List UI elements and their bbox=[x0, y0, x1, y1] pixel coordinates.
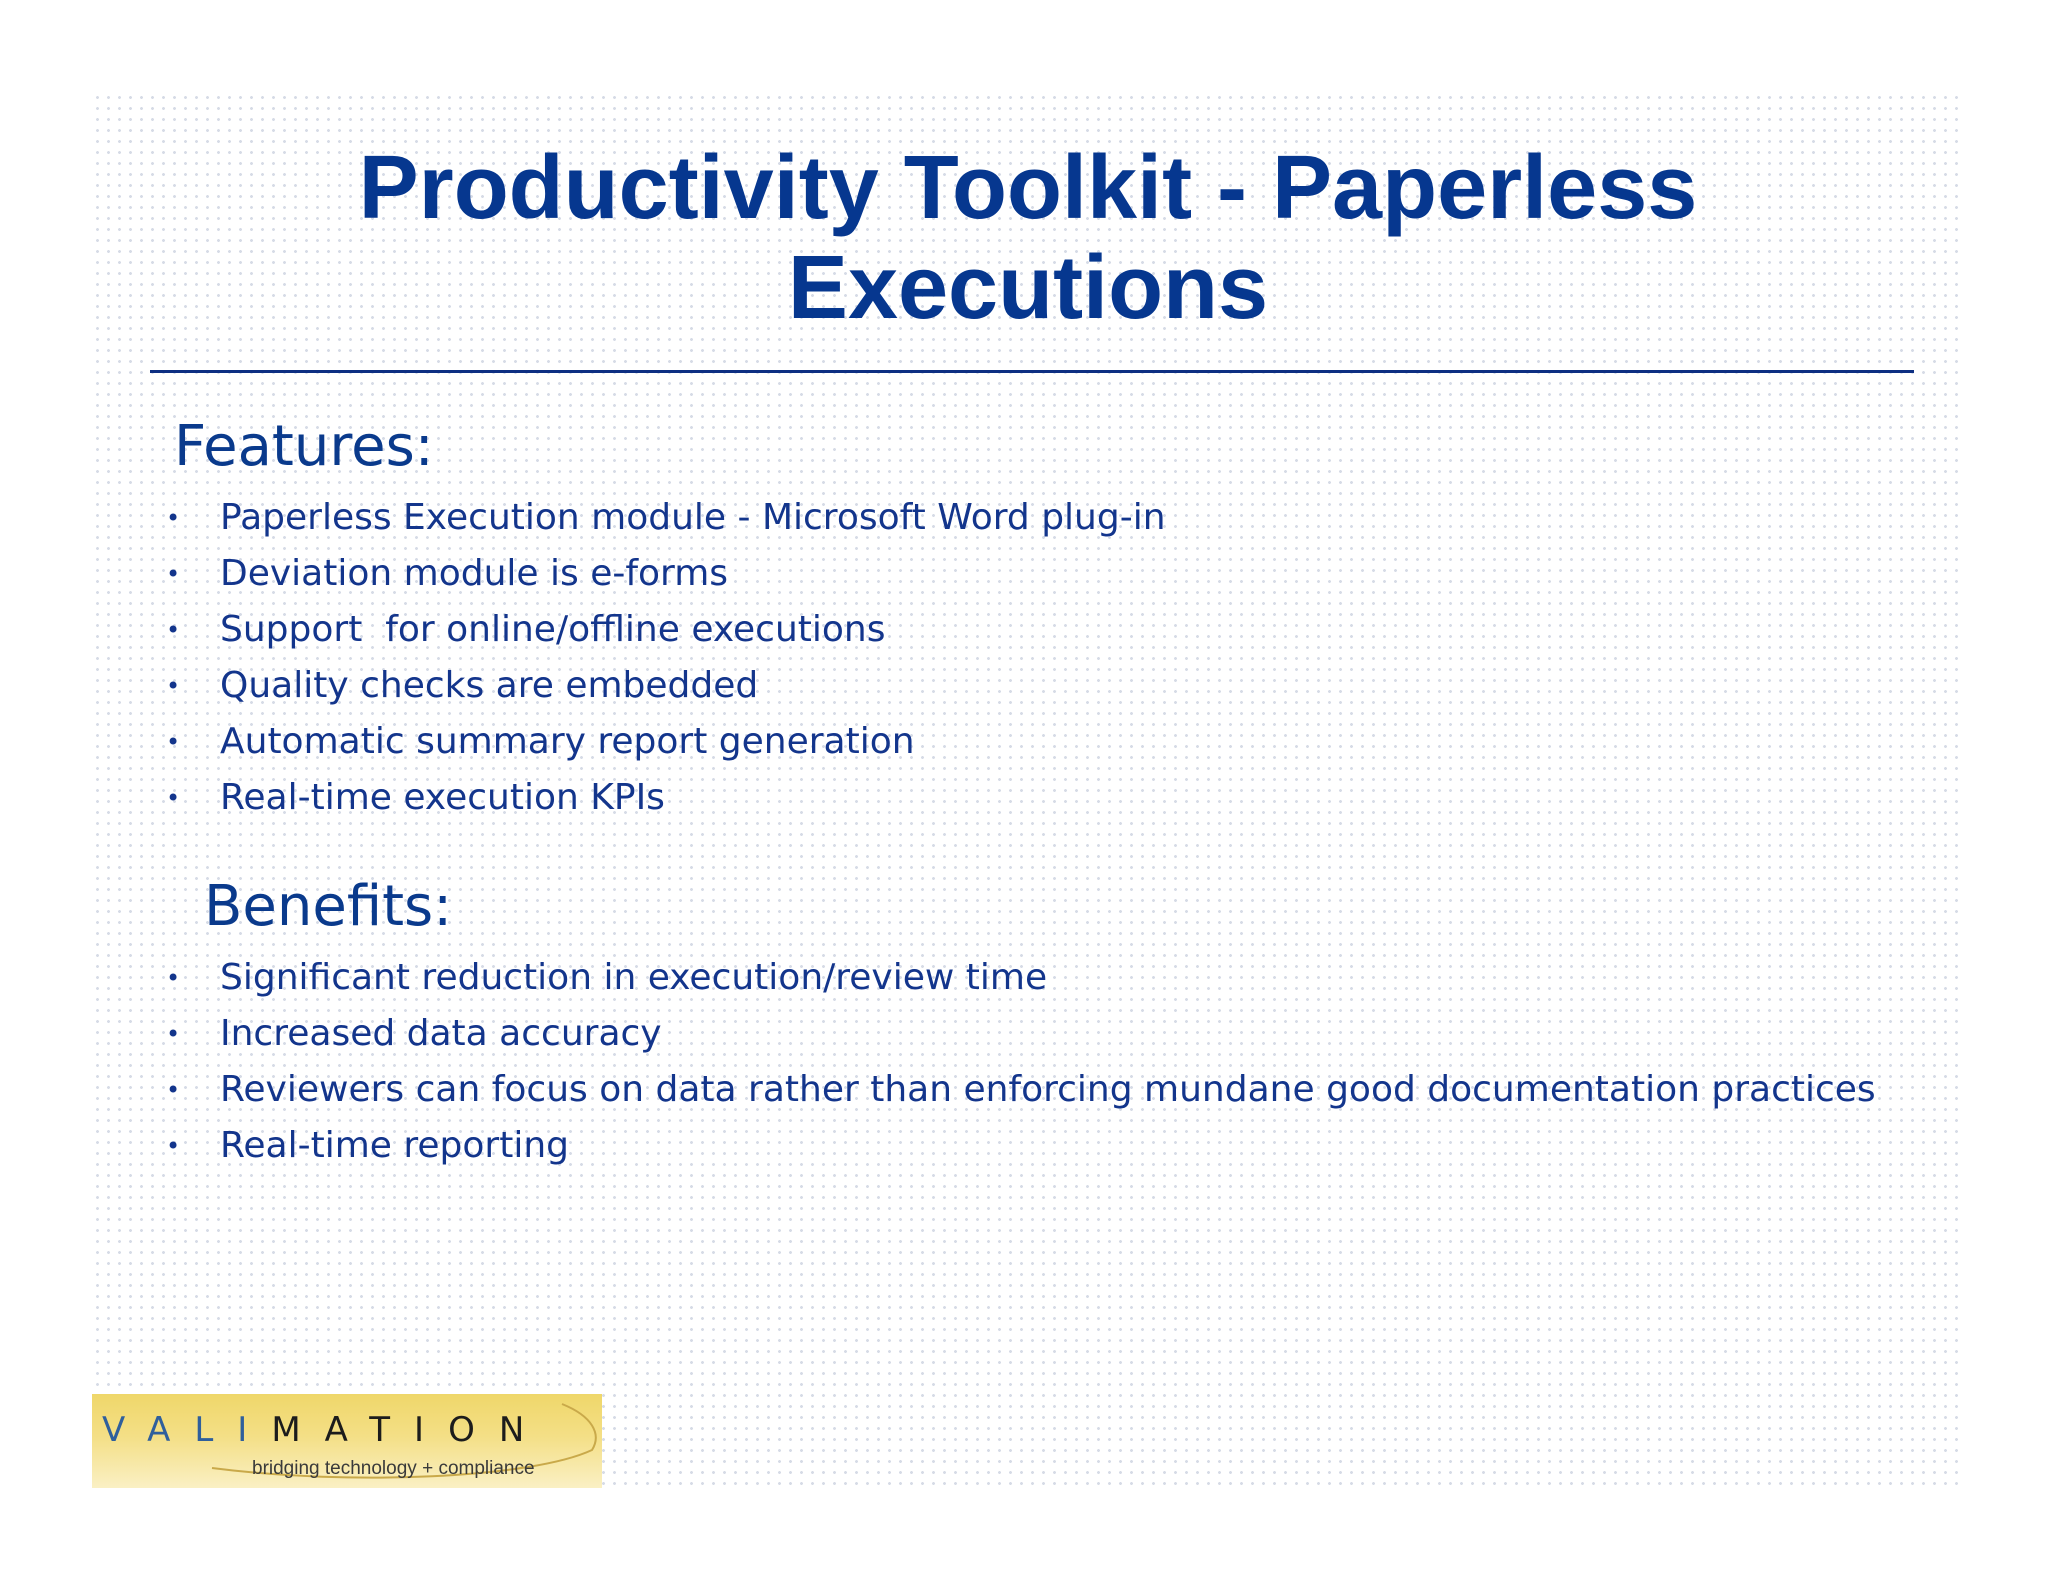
features-heading: Features: bbox=[174, 414, 434, 479]
features-item-text: Automatic summary report generation bbox=[220, 721, 915, 762]
features-item-text: Real-time execution KPIs bbox=[220, 777, 665, 818]
logo-wordmark-part-1: VALI bbox=[102, 1410, 272, 1450]
bullet-icon: • bbox=[166, 1132, 181, 1160]
logo-tagline: bridging technology + compliance bbox=[252, 1458, 535, 1479]
valimation-logo bbox=[92, 1394, 602, 1488]
bullet-icon: • bbox=[166, 964, 181, 992]
benefits-item-text: Increased data accuracy bbox=[220, 1013, 662, 1054]
bullet-icon: • bbox=[166, 1020, 181, 1048]
features-item-text: Support for online/offline executions bbox=[220, 609, 886, 650]
bullet-icon: • bbox=[166, 672, 181, 700]
logo-wordmark-part-2: MATION bbox=[271, 1410, 549, 1450]
benefits-item-text: Real-time reporting bbox=[220, 1125, 569, 1166]
bullet-icon: • bbox=[166, 1076, 181, 1104]
logo-wordmark bbox=[102, 1410, 548, 1450]
benefits-heading: Benefits: bbox=[204, 874, 453, 939]
features-item-text: Deviation module is e-forms bbox=[220, 553, 729, 594]
benefits-item-text: Reviewers can focus on data rather than enforcing mundane good documentation practices bbox=[220, 1069, 1876, 1110]
bullet-icon: • bbox=[166, 616, 181, 644]
benefits-item-text: Significant reduction in execution/review time bbox=[220, 957, 1048, 998]
slide-title bbox=[92, 138, 1964, 338]
title-divider bbox=[150, 370, 1914, 373]
bullet-icon: • bbox=[166, 728, 181, 756]
features-item-text: Paperless Execution module - Microsoft Word plug-in bbox=[220, 497, 1166, 538]
bullet-icon: • bbox=[166, 504, 181, 532]
slide-title-line-1: Productivity Toolkit - Paperless bbox=[358, 138, 1698, 238]
bullet-icon: • bbox=[166, 784, 181, 812]
features-item-text: Quality checks are embedded bbox=[220, 665, 759, 706]
slide-title-line-2: Executions bbox=[787, 238, 1269, 338]
bullet-icon: • bbox=[166, 560, 181, 588]
